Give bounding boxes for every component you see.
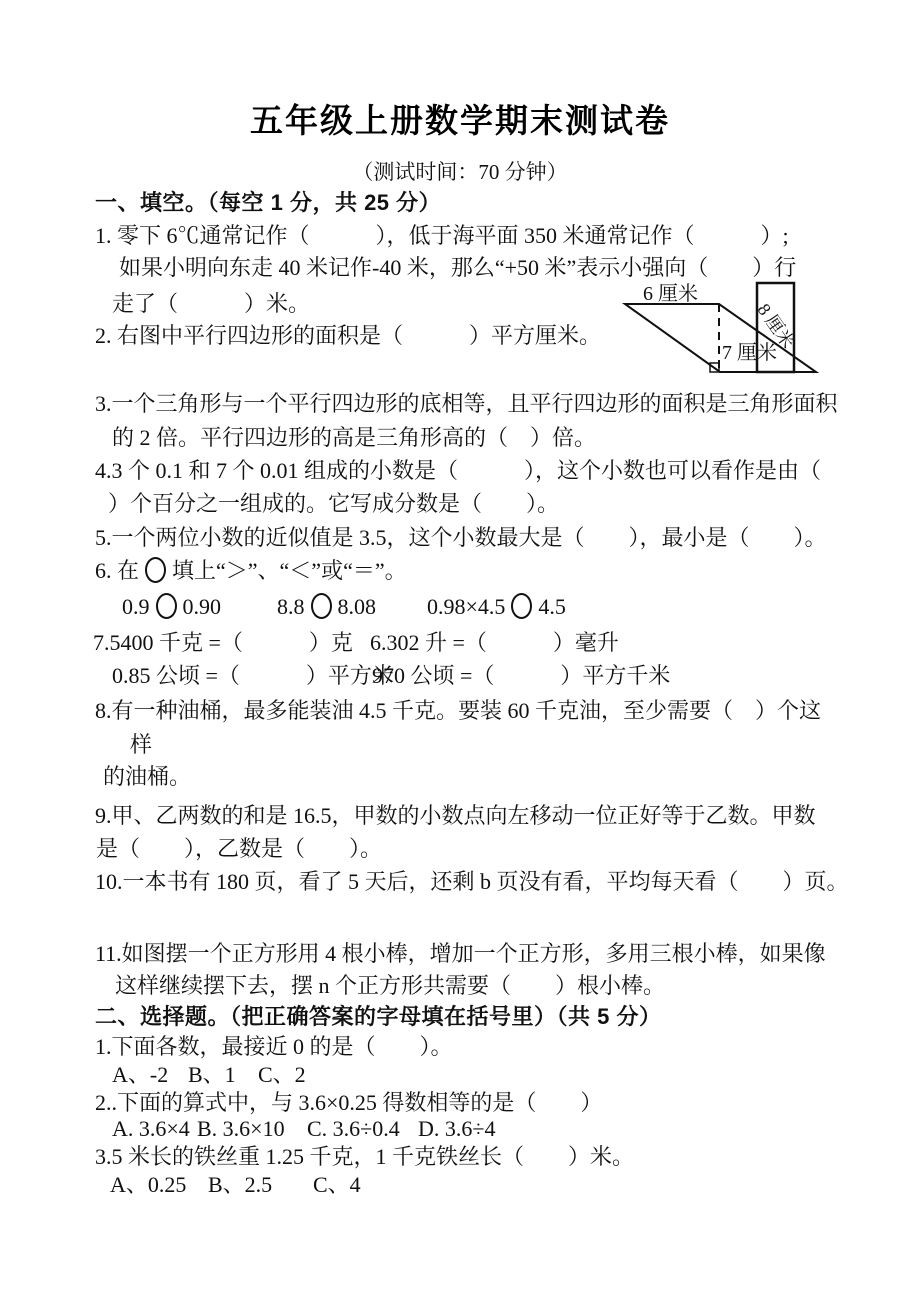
fill-q3-line2: 的 2 倍。平行四边形的高是三角形高的（ ）倍。	[112, 425, 597, 450]
comparison-circle-icon	[156, 593, 177, 619]
fill-q4-line2: ）个百分之一组成的。它写成分数是（ ）。	[108, 491, 560, 516]
q6-item2-left: 8.8	[277, 594, 305, 619]
fill-q6-head-prefix: 6. 在	[95, 558, 140, 583]
page-title: 五年级上册数学期末测试卷	[250, 102, 670, 139]
fill-q8-line1: 8.有一种油桶，最多能装油 4.5 千克。要装 60 千克油，至少需要（ ）个这	[95, 698, 822, 723]
fill-q10-line: 10.一本书有 180 页，看了 5 天后，还剩 b 页没有看，平均每天看（ ）页。	[95, 869, 849, 894]
q6-item3-right: 4.5	[538, 594, 566, 619]
choice-q2-option-c: C. 3.6÷0.4	[307, 1116, 400, 1141]
choice-q2-option-b: B. 3.6×10	[197, 1116, 285, 1141]
fill-q8-line2: 样	[130, 732, 153, 757]
parallelogram-figure	[605, 278, 860, 380]
figure-base-label: 6 厘米	[643, 283, 698, 305]
fill-q3-line1: 3.一个三角形与一个平行四边形的底相等，且平行四边形的面积是三角形面积	[95, 391, 838, 416]
q6-item1-left: 0.9	[122, 594, 150, 619]
choice-q3-option-b: B、2.5	[208, 1172, 273, 1197]
test-duration: （测试时间：70 分钟）	[352, 160, 568, 184]
figure-side-label: 8 厘米	[753, 299, 799, 353]
fill-q9-line1: 9.甲、乙两数的和是 16.5，甲数的小数点向左移动一位正好等于乙数。甲数	[95, 803, 816, 828]
fill-q6-head	[95, 557, 407, 584]
comparison-circle-icon	[511, 593, 532, 619]
comparison-circle-icon	[145, 557, 166, 583]
choice-q3-option-c: C、4	[313, 1172, 361, 1197]
fill-q7-row1-col1: 7.5400 千克 =（ ）克	[93, 630, 353, 655]
fill-q4-line1: 4.3 个 0.1 和 7 个 0.01 组成的小数是（ ），这个小数也可以看作是由（	[95, 458, 822, 483]
figure-height-label: 7 厘米	[722, 342, 777, 364]
choice-q2-option-d: D. 3.6÷4	[418, 1116, 496, 1141]
choice-q2-line: 2..下面的算式中，与 3.6×0.25 得数相等的是（ ）	[95, 1090, 603, 1115]
fill-q1-line2: 如果小明向东走 40 米记作-40 米，那么“+50 米”表示小强向（ ）行	[119, 255, 797, 280]
choice-q3-option-a: A、0.25	[110, 1172, 187, 1197]
fill-q6-item-3	[427, 593, 566, 620]
section2-heading: 二、选择题。（把正确答案的字母填在括号里）（共 5 分）	[95, 1004, 662, 1029]
fill-q7-row2-col1: 0.85 公顷 =（ ）平方米	[112, 663, 394, 688]
q6-item2-right: 8.08	[337, 594, 376, 619]
fill-q11-line1: 11.如图摆一个正方形用 4 根小棒，增加一个正方形，多用三根小棒，如果像	[95, 941, 826, 966]
comparison-circle-icon	[311, 593, 332, 619]
fill-q2-line: 2. 右图中平行四边形的面积是（ ）平方厘米。	[95, 323, 602, 348]
choice-q3-line: 3.5 米长的铁丝重 1.25 千克，1 千克铁丝长（ ）米。	[95, 1144, 635, 1169]
fill-q11-line2: 这样继续摆下去，摆 n 个正方形共需要（ ）根小棒。	[115, 973, 666, 998]
fill-q6-head-suffix: 填上“＞”、“＜”或“＝”。	[172, 558, 407, 583]
choice-q2-option-a: A. 3.6×4	[112, 1116, 190, 1141]
choice-q1-option-b: B、1	[188, 1062, 236, 1087]
section1-heading: 一、填空。（每空 1 分，共 25 分）	[95, 190, 442, 215]
fill-q8-line3: 的油桶。	[103, 764, 192, 789]
fill-q1-line3: 走了（ ）米。	[112, 291, 311, 316]
fill-q7-row2-col2: 970 公顷 =（ ）平方千米	[372, 663, 671, 688]
fill-q6-item-1	[122, 593, 221, 620]
fill-q1-line1: 1. 零下 6℃通常记作（ ），低于海平面 350 米通常记作（ ）;	[95, 223, 789, 248]
fill-q6-item-2	[277, 593, 376, 620]
fill-q9-line2: 是（ ），乙数是（ ）。	[96, 836, 383, 861]
q6-item3-left: 0.98×4.5	[427, 594, 506, 619]
fill-q5-line: 5.一个两位小数的近似值是 3.5，这个小数最大是（ ），最小是（ ）。	[95, 525, 827, 550]
choice-q1-line: 1.下面各数，最接近 0 的是（ ）。	[95, 1034, 453, 1059]
q6-item1-right: 0.90	[182, 594, 221, 619]
choice-q1-option-c: C、2	[258, 1062, 306, 1087]
fill-q7-row1-col2: 6.302 升 =（ ）毫升	[370, 630, 619, 655]
choice-q1-option-a: A、-2	[112, 1062, 169, 1087]
